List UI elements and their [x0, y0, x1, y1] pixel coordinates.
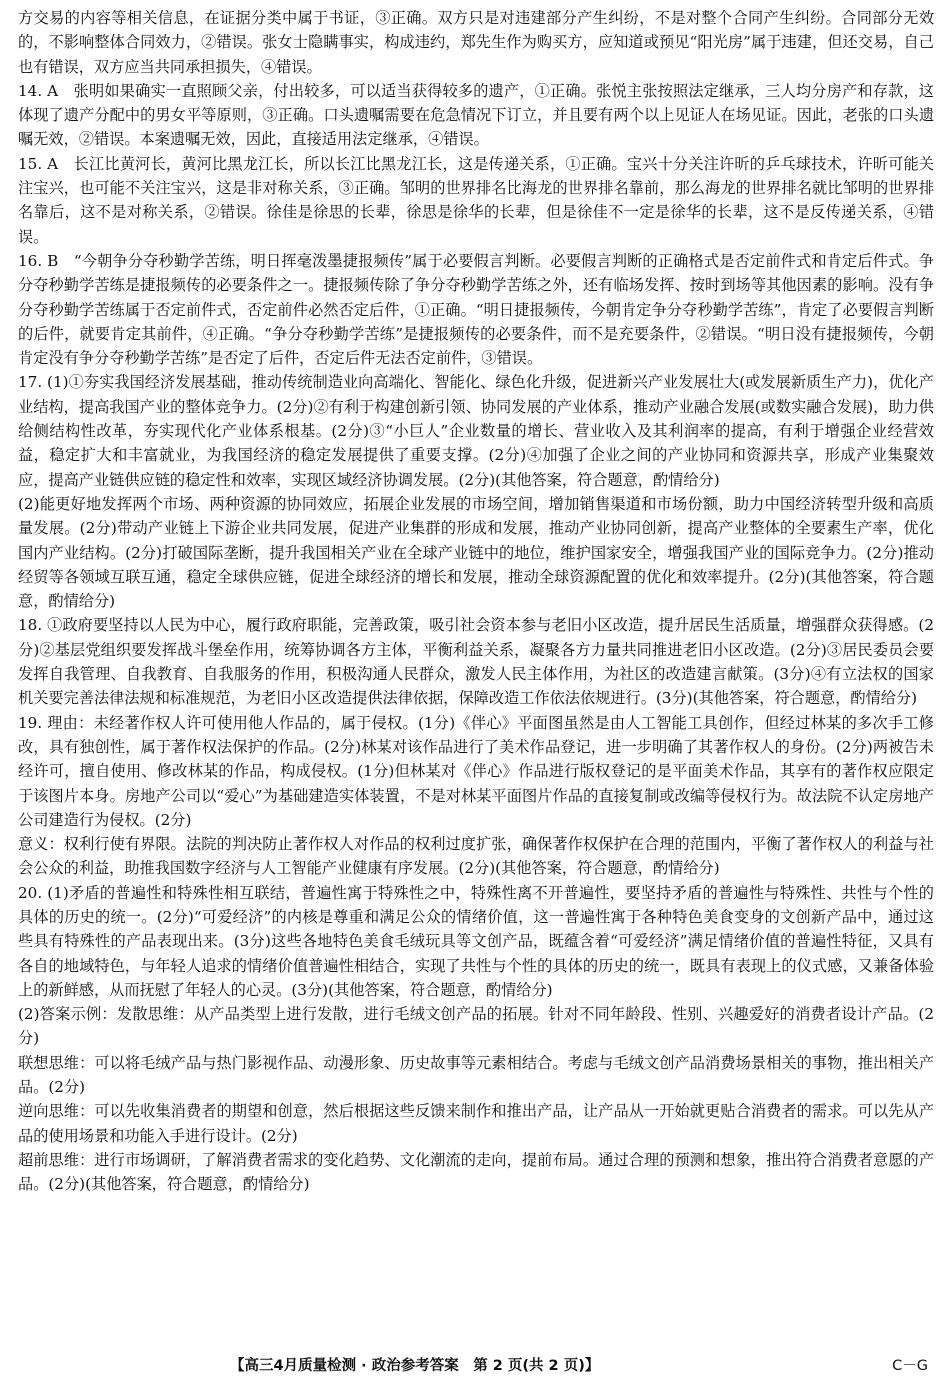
footer-version-code: C－G	[892, 1358, 928, 1374]
answer-13-continued: 方交易的内容等相关信息，在证据分类中属于书证，③正确。双方只是对违建部分产生纠纷，不是对整个合同产生纠纷。合同部分无效的，不影响整体合同效力，②错误。张女士隐瞒事实，构成违约，郑先生作为购买方，应知道或预见“阳光房”属于违建，但还交易，自己也有错误，双方应当共同承担损失，④错误。	[18, 9, 934, 76]
answer-20-part-1: 20. (1)矛盾的普遍性和特殊性相互联结，普遍性寓于特殊性之中，特殊性离不开普遍性，要坚持矛盾的普遍性与特殊性、共性与个性的具体的历史的统一。(2分)“可爱经济”的内核是尊重和满足公众的情绪价值，这一普遍性寓于各种特色美食变身的文创新产品中，通过这些具有特殊性的产品表现出来。(3分)这些各地特色美食毛绒玩具等文创产品，既蕴含着“可爱经济”满足情绪价值的普遍性特征，又具有各自的地域特色，与年轻人追求的情绪价值普遍性相结合，实现了共性与个性的具体的历史的统一，既具有表现上的仪式感，又兼备体验上的新鲜感，从而抚慰了年轻人的心灵。(3分)(其他答案，符合题意，酌情给分)	[18, 883, 934, 999]
page-footer	[0, 1354, 950, 1378]
answer-19-meaning: 意义：权利行使有界限。法院的判决防止著作权人对作品的权利过度扩张，确保著作权保护在合理的范围内，平衡了著作权人的利益与社会公众的利益，助推我国数字经济与人工智能产业健康有序发展。(2分)(其他答案，符合题意，酌情给分)	[18, 835, 934, 878]
answer-20-part-2-divergent: (2)答案示例：发散思维：从产品类型上进行发散，进行毛绒文创产品的拓展。针对不同年龄段、性别、兴趣爱好的消费者设计产品。(2分)	[18, 1005, 934, 1048]
answer-19-reason: 19. 理由：未经著作权人许可使用他人作品的，属于侵权。(1分)《伴心》平面图虽然是由人工智能工具创作，但经过林某的多次手工修改，具有独创性，属于著作权法保护的作品。(2分)林某对该作品进行了美术作品登记，进一步明确了其著作权人的身份。(2分)两被告未经许可，擅自使用、修改林某的作品，构成侵权。(1分)但林某对《伴心》作品进行版权登记的是平面美术作品，其享有的著作权应限定于该图片本身。房地产公司以“爱心”为基础建造实体装置，不是对林某平面图片作品的直接复制或改编等侵权行为。故法院不认定房地产公司建造行为侵权。(2分)	[18, 713, 934, 829]
answer-17-part-2: (2)能更好地发挥两个市场、两种资源的协同效应，拓展企业发展的市场空间，增加销售渠道和市场份额，助力中国经济转型升级和高质量发展。(2分)带动产业链上下游企业共同发展，促进产业集群的形成和发展，推动产业协同创新，提高产业整体的全要素生产率，优化国内产业结构。(2分)打破国际垄断，提升我国相关产业在全球产业链中的地位，维护国家安全，增强我国产业的国际竞争力。(2分)推动经贸等各领域互联互通，稳定全球供应链，促进全球经济的增长和发展，推动全球资源配置的优化和效率提升。(2分)(其他答案，符合题意，酌情给分)	[18, 494, 934, 611]
answer-18: 18. ①政府要坚持以人民为中心，履行政府职能，完善政策，吸引社会资本参与老旧小区改造，提升居民生活质量，增强群众获得感。(2分)②基层党组织要发挥战斗堡垒作用，统筹协调各方主体，平衡利益关系，凝聚各方力量共同推进老旧小区改造。(2分)③居民委员会要发挥自我管理、自我教育、自我服务的作用，积极沟通人民群众，激发人民主体作用，为社区的改造建言献策。(3分)④有立法权的国家机关要完善法律法规和标准规范，为老旧小区改造提供法律依据，保障改造工作依法依规进行。(3分)(其他答案，符合题意，酌情给分)	[18, 616, 934, 708]
footer-title: 【高三4月质量检测 · 政治参考答案 第 2 页(共 2 页)】	[230, 1358, 600, 1374]
answer-14: 14. A 张明如果确实一直照顾父亲，付出较多，可以适当获得较多的遗产，①正确。张悦主张按照法定继承，三人均分房产和存款，这体现了遗产分配中的男女平等原则，③正确。口头遗嘱需要在危急情况下订立，并且要有两个以上见证人在场见证。因此，老张的口头遗嘱无效，②错误。本案遗嘱无效，因此，直接适用法定继承，④错误。	[18, 81, 934, 149]
answer-20-part-2-associative: 联想思维：可以将毛绒产品与热门影视作品、动漫形象、历史故事等元素相结合。考虑与毛绒文创产品消费场景相关的事物，推出相关产品。(2分)	[18, 1053, 934, 1097]
answer-page	[18, 6, 934, 1197]
answer-20-part-2-forward: 超前思维：进行市场调研，了解消费者需求的变化趋势、文化潮流的走向，提前布局。通过合理的预测和想象，推出符合消费者意愿的产品。(2分)(其他答案，符合题意，酌情给分)	[18, 1150, 934, 1194]
answer-17-part-1: 17. (1)①夯实我国经济发展基础，推动传统制造业向高端化、智能化、绿色化升级，促进新兴产业发展壮大(或发展新质生产力)，优化产业结构，提高我国产业的整体竞争力。(2分)②有利于构建创新引领、协同发展的产业体系，推动产业融合发展(或数实融合发展)，助力供给侧结构性改革，夯实现代化产业体系根基。(2分)③“小巨人”企业数量的增长、营业收入及其利润率的提高，有利于增强企业经营效益，稳定扩大和丰富就业，为我国经济的稳定发展提供了重要支撑。(2分)④加强了企业之间的产业协同和资源共享，形成产业集聚效应，提高产业链供应链的稳定性和效率，实现区域经济协调发展。(2分)(其他答案，符合题意，酌情给分)	[18, 373, 934, 489]
answer-16: 16. B “今朝争分夺秒勤学苦练，明日挥毫泼墨捷报频传”属于必要假言判断。必要假言判断的正确格式是否定前件式和肯定后件式。争分夺秒勤学苦练是捷报频传的必要条件之一。捷报频传除了争分夺秒勤学苦练之外，还有临场发挥、按时到场等其他因素的影响。没有争分夺秒勤学苦练属于否定前件式，否定前件必然否定后件，①正确。“明日捷报频传，今朝肯定争分夺秒勤学苦练”，肯定了必要假言判断的后件，就要肯定其前件，④正确。“争分夺秒勤学苦练”是捷报频传的必要条件，而不是充要条件，②错误。“明日没有捷报频传，今朝肯定没有争分夺秒勤学苦练”是否定了后件，否定后件无法否定前件，③错误。	[18, 251, 934, 368]
answer-15: 15. A 长江比黄河长，黄河比黑龙江长，所以长江比黑龙江长，这是传递关系，①正确。宝兴十分关注许昕的乒乓球技术，许昕可能关注宝兴，也可能不关注宝兴，这是非对称关系，③正确。邹明的世界排名比海龙的世界排名靠前，那么海龙的世界排名就比邹明的世界排名靠后，这不是对称关系，②错误。徐佳是徐思的长辈，徐思是徐华的长辈，但是徐佳不一定是徐华的长辈，这不是反传递关系，④错误。	[18, 154, 934, 246]
answer-20-part-2-reverse: 逆向思维：可以先收集消费者的期望和创意，然后根据这些反馈来制作和推出产品，让产品从一开始就更贴合消费者的需求。可以先从产品的使用场景和功能入手进行设计。(2分)	[18, 1102, 934, 1145]
